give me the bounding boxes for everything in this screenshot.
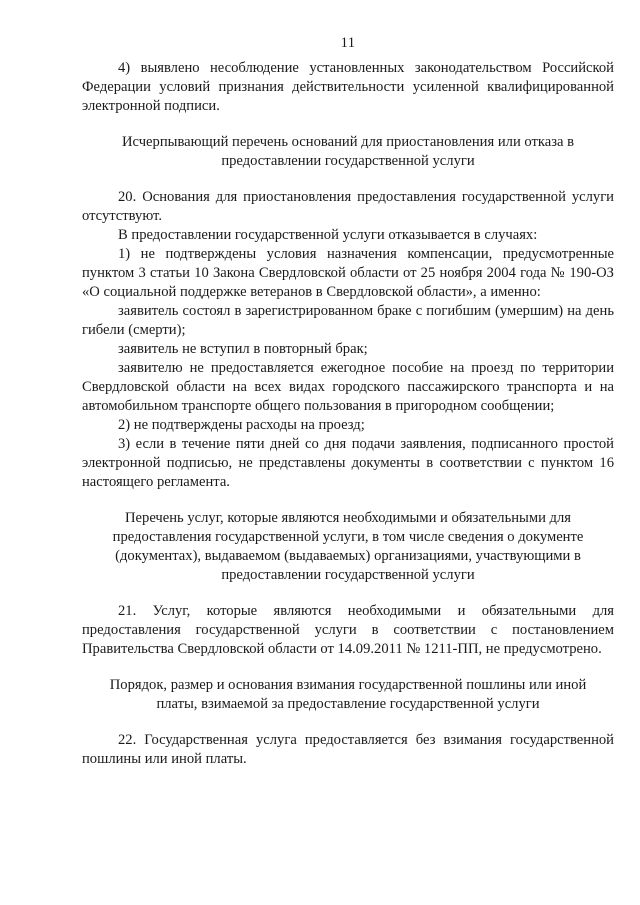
document-page bbox=[82, 34, 614, 769]
paragraph-21: 21. Услуг, которые являются необходимыми и обязательными для предоставления государственной услуги в соответствии с постановлением Правительства Свердловской области от 14.09.2011 № 1211-ПП, не предусмотрено. bbox=[82, 603, 614, 657]
refusal-item-3: 3) если в течение пяти дней со дня подачи заявления, подписанного простой электронной подписью, не представлены документы в соответствии с пунктом 16 настоящего регламента. bbox=[82, 436, 614, 490]
paragraph-20: 20. Основания для приостановления предоставления государственной услуги отсутствуют. bbox=[82, 189, 614, 224]
paragraph-refusal-intro: В предоставлении государственной услуги отказывается в случаях: bbox=[118, 227, 538, 243]
refusal-subitem-marriage: заявитель состоял в зарегистрированном браке с погибшим (умершим) на день гибели (смерти); bbox=[82, 303, 614, 338]
refusal-subitem-allowance: заявителю не предоставляется ежегодное пособие на проезд по территории Свердловской области на всех видах городского пассажирского транспорта и на автомобильном транспорте общего пользования в пригородном сообщении; bbox=[82, 360, 614, 414]
section-heading-state-duty: Порядок, размер и основания взимания государственной пошлины или иной платы, взимаемой за предоставление государственной услуги bbox=[109, 677, 587, 712]
refusal-item-1: 1) не подтверждены условия назначения компенсации, предусмотренные пунктом 3 статьи 10 Закона Свердловской области от 25 ноября 2004 года № 190-ОЗ «О социальной поддержке ветеранов в Свердловской области», а именно: bbox=[82, 246, 614, 300]
refusal-item-2: 2) не подтверждены расходы на проезд; bbox=[118, 417, 365, 433]
section-heading-grounds-refusal: Исчерпывающий перечень оснований для приостановления или отказа в предоставлении государственной услуги bbox=[121, 134, 575, 169]
paragraph-item-4: 4) выявлено несоблюдение установленных законодательством Российской Федерации условий признания действительности усиленной квалифицированной электронной подписи. bbox=[82, 60, 614, 114]
section-heading-necessary-services: Перечень услуг, которые являются необходимыми и обязательными для предоставления государственной услуги, в том числе сведения о документе (документах), выдаваемом (выдаваемых) организациями, участвующими в предоставлении государственной услуги bbox=[112, 510, 584, 583]
refusal-subitem-remarriage: заявитель не вступил в повторный брак; bbox=[118, 341, 368, 357]
paragraph-22: 22. Государственная услуга предоставляется без взимания государственной пошлины или иной платы. bbox=[82, 732, 614, 767]
page-number: 11 bbox=[340, 35, 356, 51]
